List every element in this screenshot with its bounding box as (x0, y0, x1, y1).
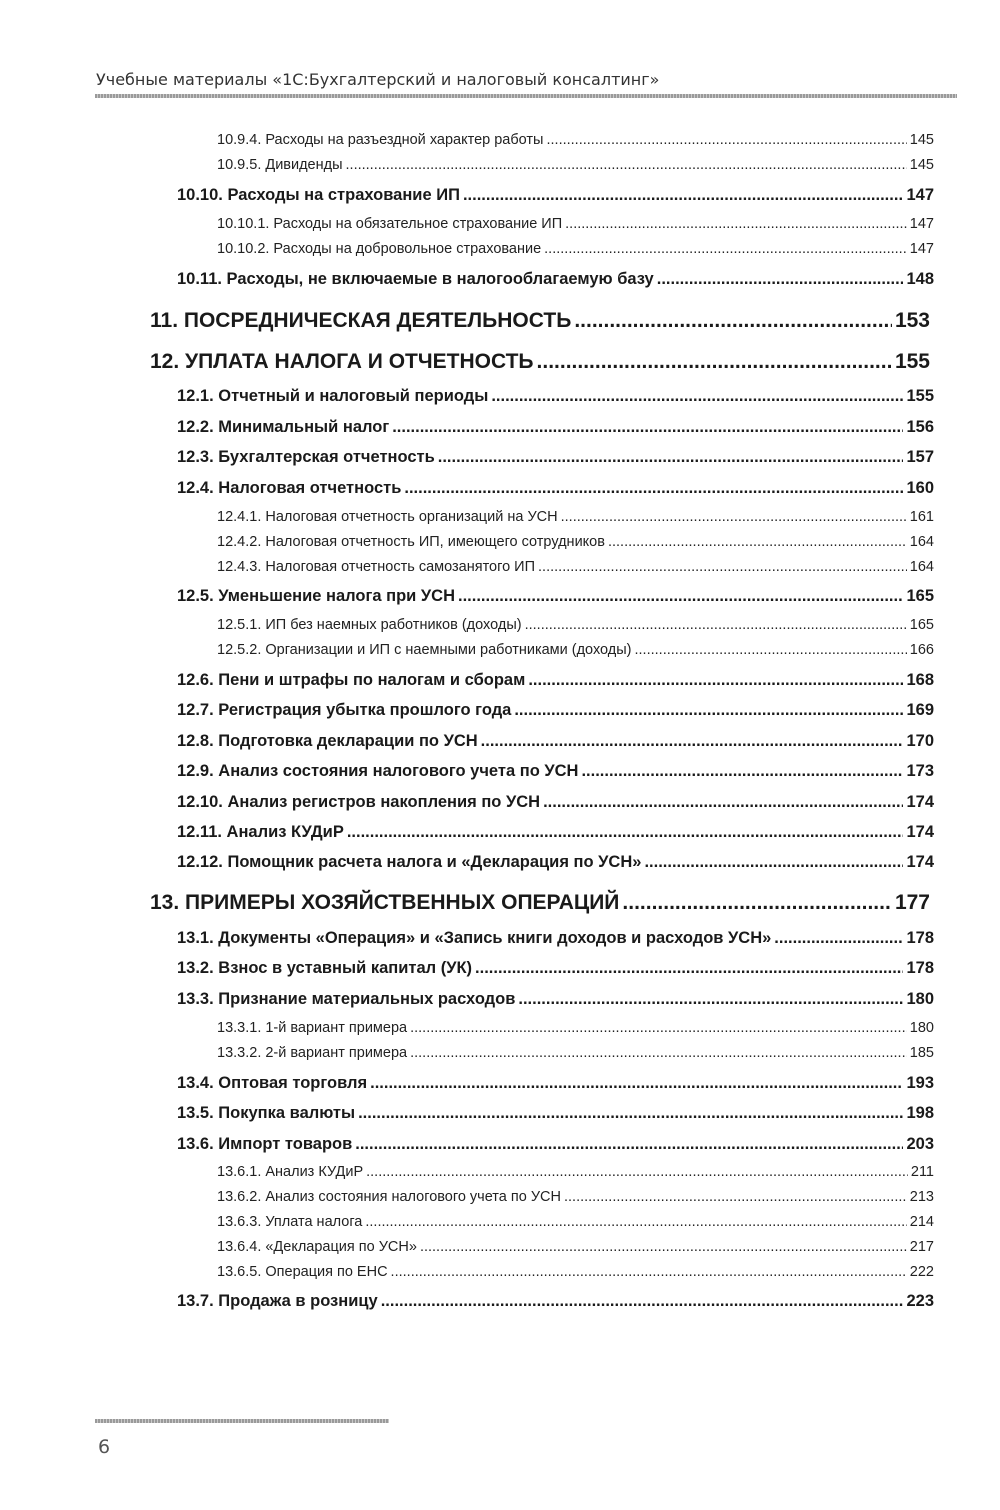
toc-dot-leader (608, 534, 907, 550)
toc-entry-title: 10.10.2. Расходы на добровольное страхование (217, 241, 542, 257)
toc-entry-page: 145 (909, 157, 934, 173)
toc-dot-leader (458, 587, 903, 606)
toc-entry-level-1 (150, 891, 930, 921)
toc-entry-level-2 (177, 671, 934, 697)
toc-entry-level-2 (177, 186, 934, 212)
toc-entry-level-2 (177, 823, 934, 849)
toc-entry-title: 12.7. Регистрация убытка прошлого года (177, 701, 512, 719)
toc-entry-title: 13.4. Оптовая торговля (177, 1074, 368, 1092)
toc-entry-title: 12.4.1. Налоговая отчетность организаций на УСН (217, 509, 558, 525)
toc-entry-title: 13.6.3. Уплата налога (217, 1214, 363, 1230)
toc-entry-page: 178 (906, 929, 934, 947)
toc-dot-leader (410, 1020, 907, 1036)
toc-entry-title: 10.9.5. Дивиденды (217, 157, 343, 173)
toc-entry-title: 12.4. Налоговая отчетность (177, 479, 402, 497)
toc-entry-title: 13.3. Признание материальных расходов (177, 990, 516, 1008)
toc-entry-level-2 (177, 732, 934, 758)
toc-entry-level-3 (217, 132, 934, 154)
toc-entry-page: 147 (909, 241, 934, 257)
toc-entry-title: 13. ПРИМЕРЫ ХОЗЯЙСТВЕННЫХ ОПЕРАЦИЙ (150, 891, 620, 914)
toc-dot-leader (528, 671, 903, 690)
toc-entry-page: 164 (909, 534, 934, 550)
toc-entry-level-2 (177, 1292, 934, 1318)
toc-entry-page: 161 (909, 509, 934, 525)
toc-entry-page: 166 (909, 642, 934, 658)
toc-dot-leader (463, 186, 904, 205)
toc-entry-page: 185 (909, 1045, 934, 1061)
toc-entry-title: 12.5.2. Организации и ИП с наемными работниками (доходы) (217, 642, 632, 658)
toc-entry-level-3 (217, 216, 934, 238)
toc-dot-leader (355, 1135, 903, 1154)
toc-dot-leader (635, 642, 907, 658)
toc-entry-level-2 (177, 762, 934, 788)
toc-entry-page: 155 (894, 350, 930, 373)
toc-dot-leader (538, 559, 907, 575)
toc-dot-leader (420, 1239, 907, 1255)
toc-entry-title: 13.6.1. Анализ КУДиР (217, 1164, 364, 1180)
toc-entry-level-2 (177, 929, 934, 955)
toc-entry-page: 174 (906, 793, 934, 811)
toc-dot-leader (537, 350, 892, 374)
toc-entry-level-3 (217, 642, 934, 664)
toc-dot-leader (774, 929, 903, 948)
toc-dot-leader (525, 617, 907, 633)
toc-dot-leader (544, 241, 907, 257)
toc-entry-page: 165 (909, 617, 934, 633)
toc-dot-leader (392, 418, 903, 437)
toc-entry-level-3 (217, 1045, 934, 1067)
toc-entry-title: 10.10. Расходы на страхование ИП (177, 186, 460, 204)
toc-dot-leader (347, 823, 904, 842)
toc-dot-leader (381, 1292, 904, 1311)
toc-entry-level-2 (177, 387, 934, 413)
toc-entry-level-2 (177, 1074, 934, 1100)
running-header: Учебные материалы «1С:Бухгалтерский и налоговый консалтинг» (96, 70, 660, 89)
toc-dot-leader (438, 448, 904, 467)
toc-entry-level-2 (177, 587, 934, 613)
toc-entry-title: 10.11. Расходы, не включаемые в налогооблагаемую базу (177, 270, 654, 288)
toc-entry-page: 157 (906, 448, 934, 466)
toc-entry-page: 170 (906, 732, 934, 750)
toc-entry-level-2 (177, 959, 934, 985)
toc-entry-page: 217 (909, 1239, 934, 1255)
toc-entry-page: 169 (906, 701, 934, 719)
toc-entry-level-2 (177, 1104, 934, 1130)
toc-entry-page: 153 (894, 309, 930, 332)
toc-dot-leader (366, 1164, 908, 1180)
toc-dot-leader (491, 387, 903, 406)
toc-entry-level-2 (177, 990, 934, 1016)
toc-entry-title: 12.4.2. Налоговая отчетность ИП, имеющего сотрудников (217, 534, 605, 550)
toc-entry-title: 13.6.4. «Декларация по УСН» (217, 1239, 417, 1255)
toc-entry-title: 12.6. Пени и штрафы по налогам и сборам (177, 671, 526, 689)
toc-dot-leader (365, 1214, 906, 1230)
toc-entry-page: 156 (906, 418, 934, 436)
toc-entry-page: 222 (909, 1264, 934, 1280)
toc-entry-title: 13.3.2. 2-й вариант примера (217, 1045, 408, 1061)
toc-entry-title: 12.4.3. Налоговая отчетность самозанятого ИП (217, 559, 536, 575)
toc-entry-level-2 (177, 1135, 934, 1161)
toc-entry-level-3 (217, 241, 934, 263)
toc-dot-leader (410, 1045, 907, 1061)
toc-dot-leader (565, 216, 907, 232)
toc-entry-page: 180 (909, 1020, 934, 1036)
toc-entry-title: 13.6.5. Операция по ЕНС (217, 1264, 388, 1280)
toc-entry-page: 164 (909, 559, 934, 575)
toc-entry-level-2 (177, 270, 934, 296)
toc-entry-level-1 (150, 350, 930, 380)
toc-entry-page: 147 (906, 186, 934, 204)
toc-entry-level-3 (217, 1189, 934, 1211)
toc-entry-title: 10.9.4. Расходы на разъездной характер работы (217, 132, 544, 148)
toc-entry-level-2 (177, 448, 934, 474)
footer-rule (95, 1419, 389, 1423)
toc-entry-title: 13.6. Импорт товаров (177, 1135, 353, 1153)
toc-entry-level-2 (177, 701, 934, 727)
toc-dot-leader (543, 793, 903, 812)
toc-entry-level-3 (217, 1239, 934, 1261)
toc-entry-page: 223 (906, 1292, 934, 1310)
toc-entry-title: 12.8. Подготовка декларации по УСН (177, 732, 478, 750)
toc-entry-level-3 (217, 1214, 934, 1236)
toc-dot-leader (391, 1264, 907, 1280)
toc-entry-level-3 (217, 1020, 934, 1042)
toc-dot-leader (370, 1074, 903, 1093)
toc-entry-level-3 (217, 617, 934, 639)
toc-entry-page: 174 (906, 823, 934, 841)
toc-dot-leader (546, 132, 906, 148)
page-number: 6 (98, 1436, 111, 1458)
toc-entry-level-3 (217, 1264, 934, 1286)
toc-entry-page: 165 (906, 587, 934, 605)
toc-dot-leader (518, 990, 903, 1009)
toc-dot-leader (475, 959, 903, 978)
toc-entry-page: 198 (906, 1104, 934, 1122)
toc-entry-page: 177 (894, 891, 930, 914)
toc-entry-page: 178 (906, 959, 934, 977)
toc-entry-page: 193 (906, 1074, 934, 1092)
toc-entry-level-1 (150, 309, 930, 339)
toc-dot-leader (514, 701, 903, 720)
toc-dot-leader (564, 1189, 907, 1205)
toc-entry-title: 13.7. Продажа в розницу (177, 1292, 378, 1310)
toc-entry-title: 13.1. Документы «Операция» и «Запись книги доходов и расходов УСН» (177, 929, 772, 947)
toc-entry-page: 214 (909, 1214, 934, 1230)
toc-entry-page: 173 (906, 762, 934, 780)
toc-entry-page: 147 (909, 216, 934, 232)
toc-dot-leader (657, 270, 904, 289)
toc-entry-title: 13.3.1. 1-й вариант примера (217, 1020, 408, 1036)
toc-entry-level-2 (177, 853, 934, 879)
toc-entry-page: 180 (906, 990, 934, 1008)
toc-dot-leader (346, 157, 907, 173)
toc-entry-title: 12.9. Анализ состояния налогового учета по УСН (177, 762, 579, 780)
toc-entry-title: 13.6.2. Анализ состояния налогового учета по УСН (217, 1189, 561, 1205)
toc-entry-title: 12.3. Бухгалтерская отчетность (177, 448, 435, 466)
toc-dot-leader (644, 853, 903, 872)
toc-entry-title: 12.10. Анализ регистров накопления по УСН (177, 793, 541, 811)
toc-entry-page: 174 (906, 853, 934, 871)
toc-dot-leader (358, 1104, 903, 1123)
toc-entry-title: 12.2. Минимальный налог (177, 418, 390, 436)
toc-entry-level-3 (217, 157, 934, 179)
toc-entry-level-2 (177, 793, 934, 819)
toc-entry-page: 155 (906, 387, 934, 405)
toc-entry-title: 12.11. Анализ КУДиР (177, 823, 344, 841)
toc-entry-level-3 (217, 559, 934, 581)
toc-entry-title: 12.12. Помощник расчета налога и «Декларация по УСН» (177, 853, 642, 871)
toc-entry-title: 12.1. Отчетный и налоговый периоды (177, 387, 489, 405)
toc-dot-leader (581, 762, 903, 781)
toc-entry-title: 11. ПОСРЕДНИЧЕСКАЯ ДЕЯТЕЛЬНОСТЬ (150, 309, 572, 332)
toc-entry-title: 13.5. Покупка валюты (177, 1104, 356, 1122)
toc-dot-leader (574, 309, 892, 333)
toc-entry-page: 168 (906, 671, 934, 689)
toc-entry-title: 13.2. Взнос в уставный капитал (УК) (177, 959, 473, 977)
toc-entry-page: 213 (909, 1189, 934, 1205)
toc-dot-leader (404, 479, 903, 498)
toc-entry-title: 10.10.1. Расходы на обязательное страхование ИП (217, 216, 563, 232)
toc-entry-page: 203 (906, 1135, 934, 1153)
toc-entry-level-2 (177, 479, 934, 505)
toc-dot-leader (622, 891, 892, 915)
toc-entry-title: 12.5.1. ИП без наемных работников (доходы) (217, 617, 522, 633)
toc-entry-page: 211 (910, 1164, 934, 1180)
toc-entry-level-3 (217, 1164, 934, 1186)
toc-dot-leader (481, 732, 904, 751)
toc-entry-title: 12.5. Уменьшение налога при УСН (177, 587, 456, 605)
toc-entry-level-3 (217, 509, 934, 531)
toc-entry-level-3 (217, 534, 934, 556)
toc-dot-leader (561, 509, 907, 525)
toc-entry-page: 160 (906, 479, 934, 497)
toc-entry-page: 145 (909, 132, 934, 148)
toc-entry-level-2 (177, 418, 934, 444)
toc-entry-title: 12. УПЛАТА НАЛОГА И ОТЧЕТНОСТЬ (150, 350, 534, 373)
toc-entry-page: 148 (906, 270, 934, 288)
